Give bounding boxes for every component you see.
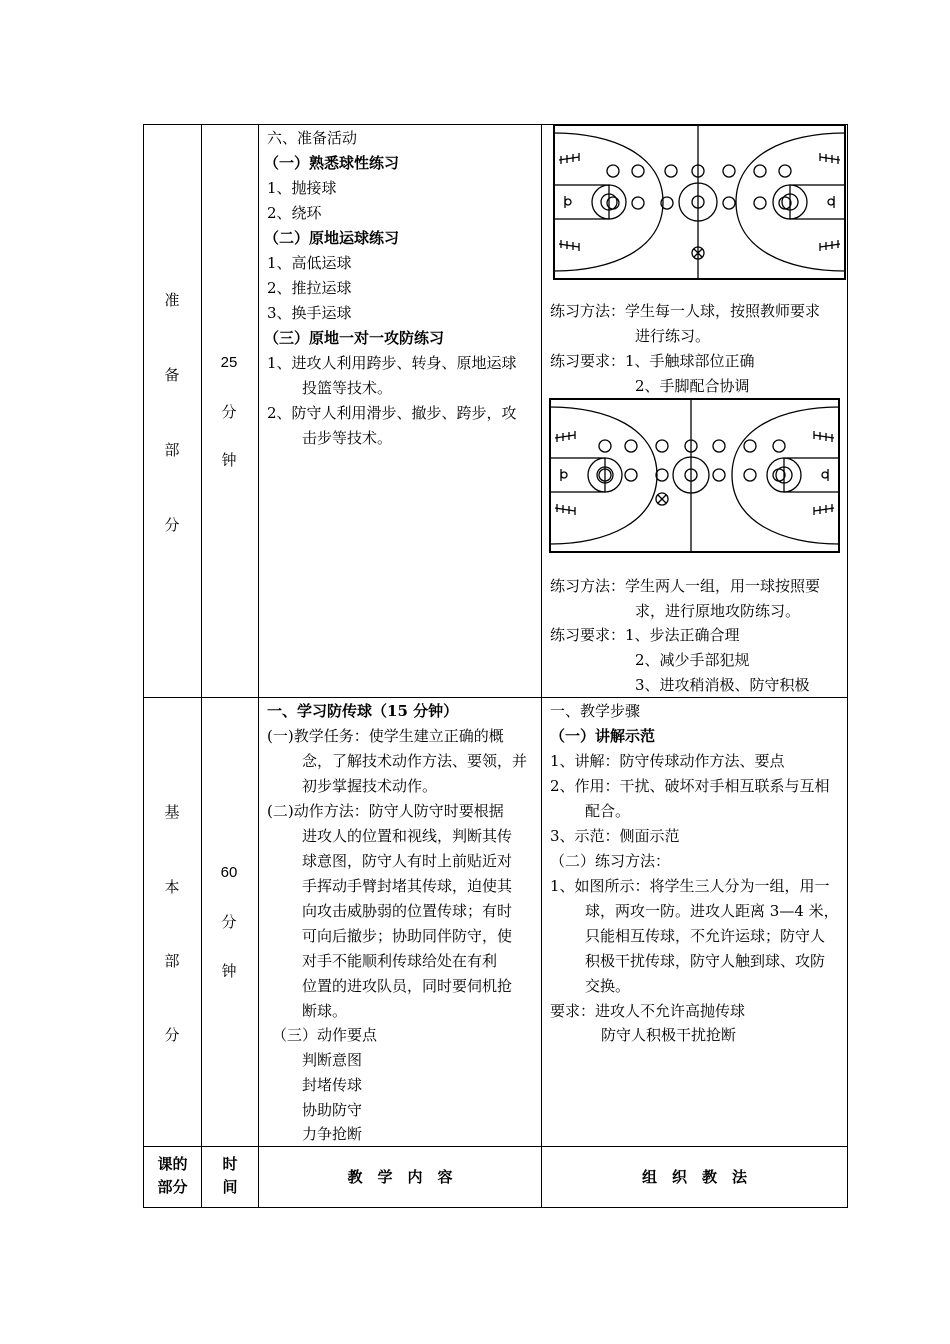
- org-line: 3、示范：侧面示范: [550, 827, 680, 845]
- table-divider-col3: [541, 124, 542, 1208]
- basic-time-char: 分: [221, 913, 237, 931]
- table-border-bottom: [143, 1207, 848, 1208]
- prep-item: 3、换手运球: [267, 304, 352, 322]
- org-line: 积极干扰传球，防守人触到球、攻防: [585, 952, 826, 970]
- basic-task: 初步掌握技术动作。: [302, 777, 438, 795]
- header-time-label: [202, 1153, 258, 1199]
- table-row-divider-1: [143, 697, 848, 698]
- basic-time-char: 钟: [221, 962, 237, 980]
- org-method-2: 练习方法：学生两人一组，用一球按照要: [550, 577, 821, 595]
- org-line: 配合。: [585, 802, 631, 820]
- basic-section-char: 本: [164, 878, 180, 896]
- prep-section-char: 部: [164, 441, 180, 459]
- header-section-line: 部分: [157, 1178, 188, 1196]
- org-subheading-1: （一）讲解示范: [550, 727, 656, 745]
- prep-subheading-3: （三）原地一对一攻防练习: [264, 329, 445, 347]
- prep-item: 投篮等技术。: [302, 379, 393, 397]
- basic-method: 断球。: [302, 1002, 348, 1020]
- basic-method: 进攻人的位置和视线，判断其传: [302, 827, 513, 845]
- table-row-divider-2: [143, 1146, 848, 1147]
- org-method-1: 练习方法：学生每一人球，按照教师要求: [550, 302, 821, 320]
- basic-point: 协助防守: [302, 1101, 363, 1119]
- basic-point: 力争抢断: [302, 1125, 363, 1143]
- basic-section-char: 分: [164, 1026, 180, 1044]
- basic-method: 向攻击威胁弱的位置传球；有时: [302, 902, 513, 920]
- org-subheading-2: （二）练习方法：: [550, 852, 671, 870]
- prep-item: 1、高低运球: [267, 254, 352, 272]
- prep-item: 2、推拉运球: [267, 279, 352, 297]
- table-border-right: [847, 124, 848, 1208]
- org-line: 1、如图所示：将学生三人分为一组，用一: [550, 877, 830, 895]
- prep-item: 击步等技术。: [302, 429, 393, 447]
- org-line: 2、作用：干扰、破坏对手相互联系与互相: [550, 777, 830, 795]
- basic-method: 位置的进攻队员，同时要伺机抢: [302, 977, 513, 995]
- basic-method: 手挥动手臂封堵其传球，迫使其: [302, 877, 513, 895]
- basic-task: (一)教学任务：使学生建立正确的概: [267, 727, 504, 745]
- org-line: 交换。: [585, 977, 631, 995]
- basic-method: 可向后撤步；协助同伴防守，使: [302, 927, 513, 945]
- basic-method: 对手不能顺利传球给处在有利: [302, 952, 498, 970]
- basic-point: 判断意图: [302, 1051, 363, 1069]
- basic-section-char: 基: [164, 803, 180, 821]
- prep-section-char: 分: [164, 516, 180, 534]
- prep-heading: 六、准备活动: [267, 129, 358, 147]
- prep-subheading-1: （一）熟悉球性练习: [264, 154, 400, 172]
- table-divider-col2: [258, 124, 259, 1208]
- header-content-label: 教 学 内 容: [347, 1168, 453, 1186]
- prep-item: 1、抛接球: [267, 179, 337, 197]
- header-time-line: 间: [222, 1178, 238, 1196]
- org-requirement-2: 练习要求：1、步法正确合理: [550, 626, 740, 644]
- org-requirement: 要求：进攻人不允许高抛传球: [550, 1002, 746, 1020]
- header-time-line: 时: [222, 1155, 238, 1173]
- prep-time-char: 钟: [221, 451, 237, 469]
- basic-heading: 一、学习防传球（15 分钟）: [267, 702, 459, 720]
- org-steps-heading: 一、教学步骤: [550, 702, 641, 720]
- table-divider-col1: [201, 124, 202, 1208]
- org-requirement: 防守人积极干扰抢断: [601, 1026, 737, 1044]
- prep-time-char: 分: [221, 403, 237, 421]
- org-requirement-1: 练习要求：1、手触球部位正确: [550, 352, 755, 370]
- org-method-1-cont: 进行练习。: [635, 327, 711, 345]
- basic-points-heading: （三）动作要点: [272, 1026, 378, 1044]
- court-diagram-1: [553, 125, 846, 280]
- basic-point: 封堵传球: [302, 1076, 363, 1094]
- header-section-label: [144, 1153, 201, 1199]
- prep-item: 2、防守人利用滑步、撤步、跨步，攻: [267, 404, 517, 422]
- org-method-2-cont: 求，进行原地攻防练习。: [635, 602, 801, 620]
- org-requirement-2-cont: 3、进攻稍消极、防守积极: [635, 676, 810, 694]
- org-line: 只能相互传球，不允许运球；防守人: [585, 927, 826, 945]
- header-org-label: 组 织 教 法: [641, 1168, 747, 1186]
- prep-item: 2、绕环: [267, 204, 322, 222]
- org-requirement-1-cont: 2、手脚配合协调: [635, 377, 750, 395]
- org-line: 1、讲解：防守传球动作方法、要点: [550, 752, 785, 770]
- prep-section-char: 准: [164, 291, 180, 309]
- prep-time-number: 25: [220, 354, 238, 371]
- basic-method: 球意图，防守人有时上前贴近对: [302, 852, 513, 870]
- table-border-left: [143, 124, 144, 1208]
- prep-section-char: 备: [164, 366, 180, 384]
- basic-time-number: 60: [220, 864, 238, 881]
- basic-task: 念，了解技术动作方法、要领，并: [302, 752, 528, 770]
- org-line: 球，两攻一防。进攻人距离 3—4 米，: [585, 902, 839, 920]
- basic-method: (二)动作方法：防守人防守时要根据: [267, 802, 504, 820]
- prep-item: 1、进攻人利用跨步、转身、原地运球: [267, 354, 517, 372]
- court-diagram-2: [549, 398, 840, 553]
- basic-section-char: 部: [164, 952, 180, 970]
- prep-subheading-2: （二）原地运球练习: [264, 229, 400, 247]
- org-requirement-2-cont: 2、减少手部犯规: [635, 651, 750, 669]
- header-section-line: 课的: [157, 1155, 188, 1173]
